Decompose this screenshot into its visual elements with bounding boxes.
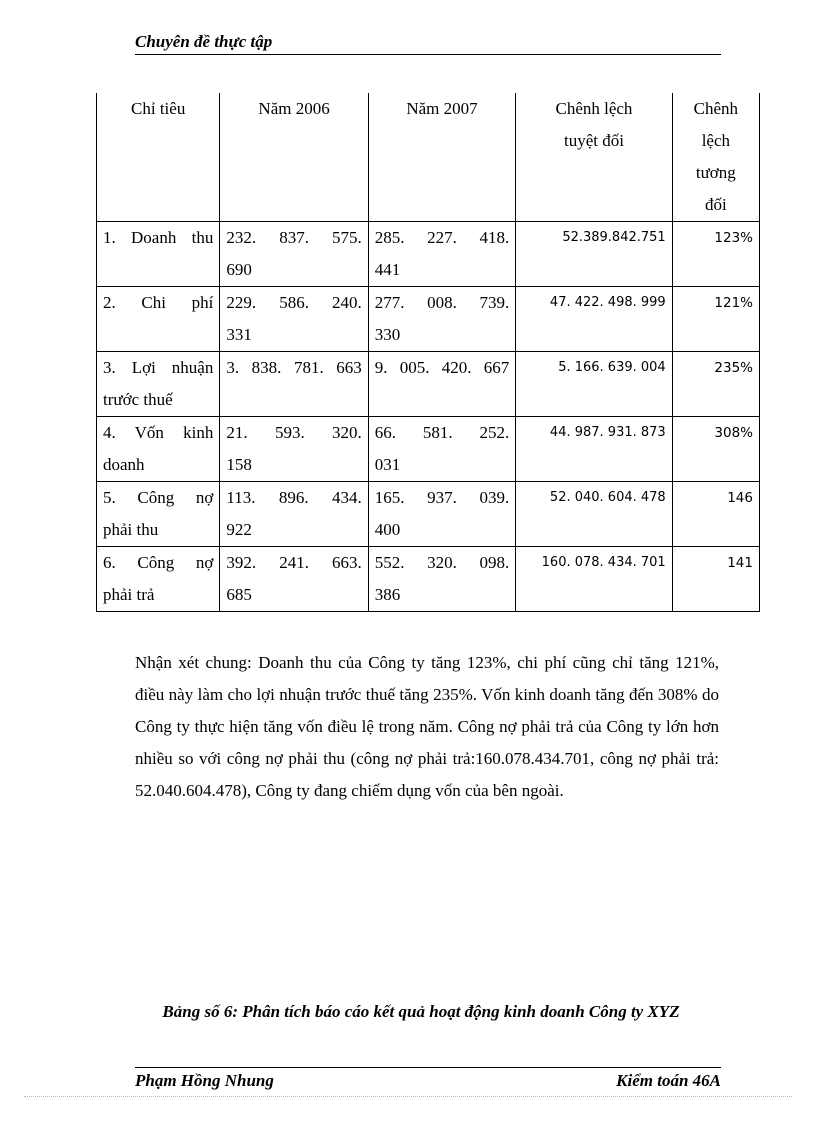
cell-line: 229. 586. 240. [226,293,362,312]
cell-indicator [97,482,220,547]
cell-relative-diff: 308% [672,417,759,482]
cell-2006 [220,287,368,352]
cell-line: 2. Chi phí [103,293,214,312]
table-row [97,287,760,352]
cell-line: 277. 008. 739. [374,293,510,312]
table-row [97,222,760,287]
cell-indicator [97,547,220,612]
cell-line: 922 [226,520,252,539]
cell-line: 386 [374,585,401,604]
cell-indicator [97,417,220,482]
cell-2007 [368,287,515,352]
cell-line: 392. 241. 663. [226,553,362,572]
cell-line: doanh [103,455,145,474]
cell-absolute-diff: 52.389.842.751 [516,222,672,287]
cell-indicator [97,287,220,352]
cell-line: 330 [374,325,401,344]
cell-2006 [220,547,368,612]
table-caption: Bảng số 6: Phân tích báo cáo kết quả hoạt động kinh doanh Công ty XYZ [162,1002,680,1021]
cell-line: 3. Lợi nhuận [103,358,214,377]
cell-line: 158 [226,455,252,474]
analysis-paragraph: Nhận xét chung: Doanh thu của Công ty tăng 123%, chi phí cũng chỉ tăng 121%, điều này làm cho lợi nhuận trước thuế tăng 235%. Vốn kinh doanh tăng đến 308% do Công ty thực hiện tăng vốn điều lệ trong năm. Công nợ phải trả của Công ty lớn hơn nhiều so với công nợ phải thu (công nợ phải trả:160.078.434.701, công nợ phải trả: 52.040.604.478), Công ty đang chiếm dụng vốn của bên ngoài. [135,653,719,800]
cell-absolute-diff: 47. 422. 498. 999 [516,287,672,352]
header-line: tương [695,163,736,182]
cell-relative-diff: 235% [672,352,759,417]
cell-relative-diff: 141 [672,547,759,612]
header-rule [135,54,721,55]
cell-line [103,319,213,351]
financial-comparison-table [96,93,760,612]
cell-line: phải trả [103,585,155,604]
cell-line: 441 [374,260,401,279]
cell-indicator [97,352,220,417]
cell-absolute-diff: 160. 078. 434. 701 [516,547,672,612]
header-line: Chênh lệch [555,99,633,118]
cell-2006 [220,222,368,287]
cell-absolute-diff: 5. 166. 639. 004 [516,352,672,417]
cell-line: 232. 837. 575. [226,228,362,247]
cell-2006 [220,417,368,482]
table-row [97,352,760,417]
cell-line: 285. 227. 418. [374,228,510,247]
header-line: đối [704,195,727,214]
cell-line: 165. 937. 039. [374,488,510,507]
cell-line: 331 [226,325,252,344]
cell-2007 [368,222,515,287]
cell-2006 [220,352,368,417]
cell-2006 [220,482,368,547]
cell-line: 552. 320. 098. [374,553,510,572]
cell-absolute-diff: 44. 987. 931. 873 [516,417,672,482]
cell-line: 3. 838. 781. 663 [226,358,362,377]
cell-line [103,254,213,286]
header-line: lệch [701,131,731,150]
header-title: Chuyên đề thực tập [135,32,273,51]
header-cell-indicator: Chỉ tiêu [97,93,220,222]
cell-line: 1. Doanh thu [103,228,214,247]
header-line: tuyệt đối [563,131,624,150]
table-header-row [97,93,760,222]
cell-absolute-diff: 52. 040. 604. 478 [516,482,672,547]
cell-line [375,384,509,416]
cell-line: phải thu [103,520,159,539]
cell-line: 113. 896. 434. [226,488,362,507]
cell-line: 685 [226,585,252,604]
cell-indicator [97,222,220,287]
cell-line: 21. 593. 320. [226,423,362,442]
header-cell-absolute-diff [516,93,672,222]
header-cell-2006: Năm 2006 [220,93,368,222]
cell-line: 6. Công nợ [103,553,214,572]
cell-line [226,384,361,416]
cell-2007 [368,547,515,612]
header-cell-2007: Năm 2007 [368,93,515,222]
page-edge [24,1096,792,1097]
cell-line: 66. 581. 252. [374,423,510,442]
cell-line: 9. 005. 420. 667 [374,358,510,377]
table-row [97,417,760,482]
cell-2007 [368,417,515,482]
cell-line: 400 [374,520,401,539]
footer-class: Kiểm toán 46A [616,1071,721,1090]
table-row [97,547,760,612]
cell-relative-diff: 146 [672,482,759,547]
header-cell-relative-diff [672,93,759,222]
cell-line: 5. Công nợ [103,488,214,507]
cell-2007 [368,482,515,547]
cell-line: 690 [226,260,252,279]
cell-relative-diff: 121% [672,287,759,352]
cell-2007 [368,352,515,417]
footer-rule [135,1067,721,1068]
table-row [97,482,760,547]
header-line: Chênh [693,99,739,118]
cell-line: trước thuế [103,390,173,409]
cell-line: 4. Vốn kinh [103,423,214,442]
footer-author: Phạm Hồng Nhung [135,1071,274,1090]
cell-line: 031 [374,455,401,474]
cell-relative-diff: 123% [672,222,759,287]
